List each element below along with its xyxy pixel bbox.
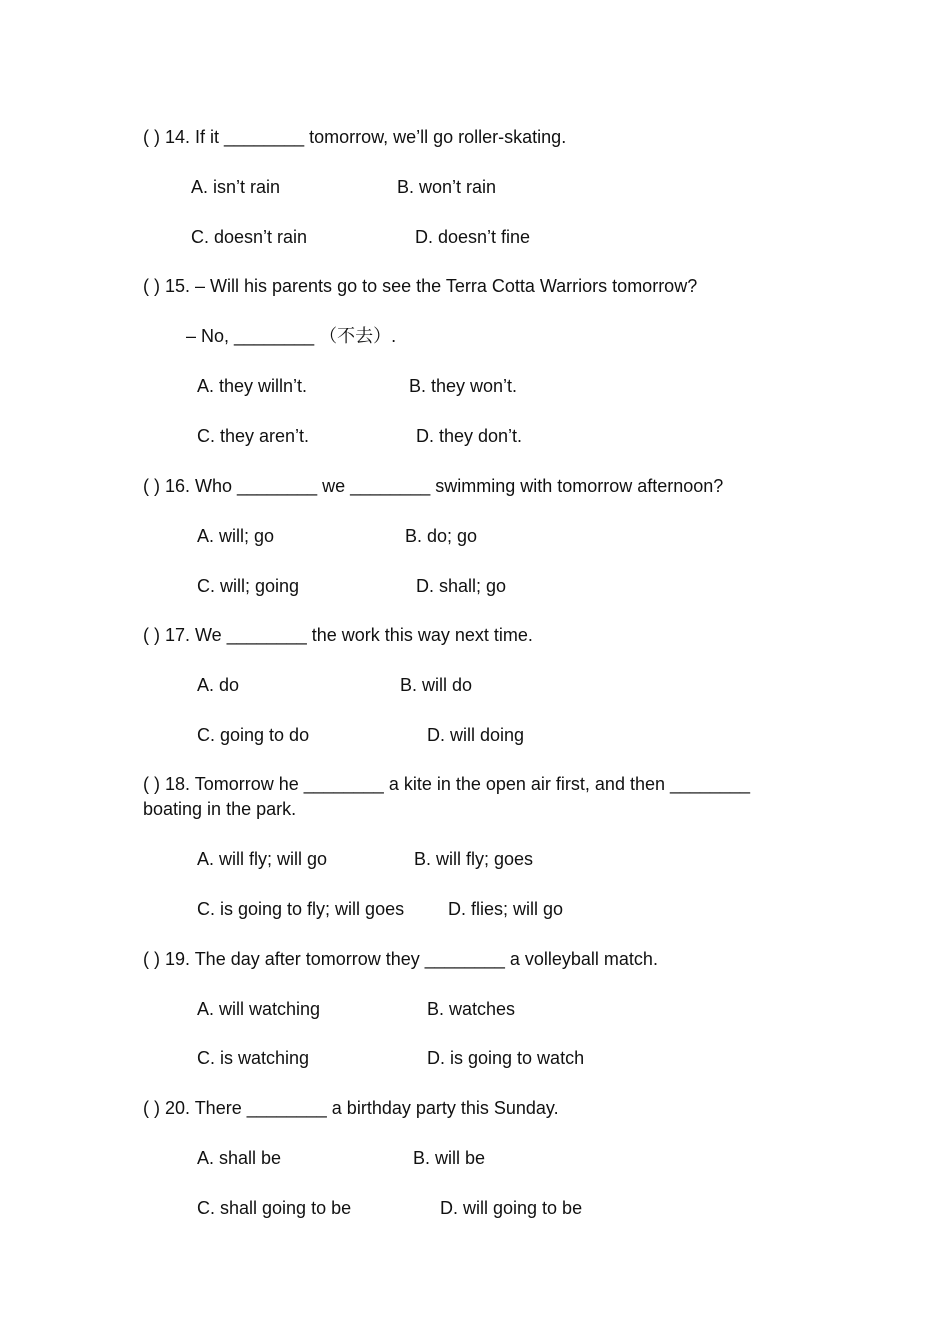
- question-15-option-c: C. they aren’t.: [197, 426, 310, 446]
- question-15-option-d: D. they don’t.: [416, 426, 523, 446]
- question-20-option-b: B. will be: [413, 1148, 486, 1168]
- question-17-stem: ( ) 17. We ________ the work this way next time.: [143, 625, 533, 645]
- question-15-option-a: A. they willn’t.: [197, 376, 308, 396]
- question-18-option-d: D. flies; will go: [448, 899, 564, 919]
- question-18-stem-continued: boating in the park.: [143, 799, 297, 819]
- question-18-option-c: C. is going to fly; will goes: [197, 899, 405, 919]
- question-15-answer-line: – No, ________ （不去）.: [186, 326, 397, 346]
- question-17-option-b: B. will do: [400, 675, 473, 695]
- question-20-option-d: D. will going to be: [440, 1198, 583, 1218]
- question-16-option-c: C. will; going: [197, 576, 300, 596]
- question-19-option-a: A. will watching: [197, 999, 321, 1019]
- question-17-option-a: A. do: [197, 675, 240, 695]
- question-18-stem: ( ) 18. Tomorrow he ________ a kite in the open air first, and then ________: [143, 774, 751, 794]
- question-19-option-b: B. watches: [427, 999, 516, 1019]
- question-20-option-a: A. shall be: [197, 1148, 282, 1168]
- question-17-option-d: D. will doing: [427, 725, 525, 745]
- question-16-option-d: D. shall; go: [416, 576, 507, 596]
- question-14-option-c: C. doesn’t rain: [191, 227, 308, 247]
- question-16-option-a: A. will; go: [197, 526, 275, 546]
- question-17-option-c: C. going to do: [197, 725, 310, 745]
- question-19-stem: ( ) 19. The day after tomorrow they ________ a volleyball match.: [143, 949, 658, 969]
- question-20-option-c: C. shall going to be: [197, 1198, 352, 1218]
- question-18-option-b: B. will fly; goes: [414, 849, 534, 869]
- question-20-stem: ( ) 20. There ________ a birthday party this Sunday.: [143, 1098, 559, 1118]
- question-16-option-b: B. do; go: [405, 526, 478, 546]
- question-14-stem: ( ) 14. If it ________ tomorrow, we’ll go roller-skating.: [143, 127, 567, 147]
- question-18-option-a: A. will fly; will go: [197, 849, 328, 869]
- question-14-option-d: D. doesn’t fine: [415, 227, 531, 247]
- question-15-stem: ( ) 15. – Will his parents go to see the Terra Cotta Warriors tomorrow?: [143, 276, 698, 296]
- question-14-option-a: A. isn’t rain: [191, 177, 281, 197]
- question-15-option-b: B. they won’t.: [409, 376, 518, 396]
- question-16-stem: ( ) 16. Who ________ we ________ swimming with tomorrow afternoon?: [143, 476, 724, 496]
- question-19-option-d: D. is going to watch: [427, 1048, 585, 1068]
- question-19-option-c: C. is watching: [197, 1048, 310, 1068]
- question-14-option-b: B. won’t rain: [397, 177, 497, 197]
